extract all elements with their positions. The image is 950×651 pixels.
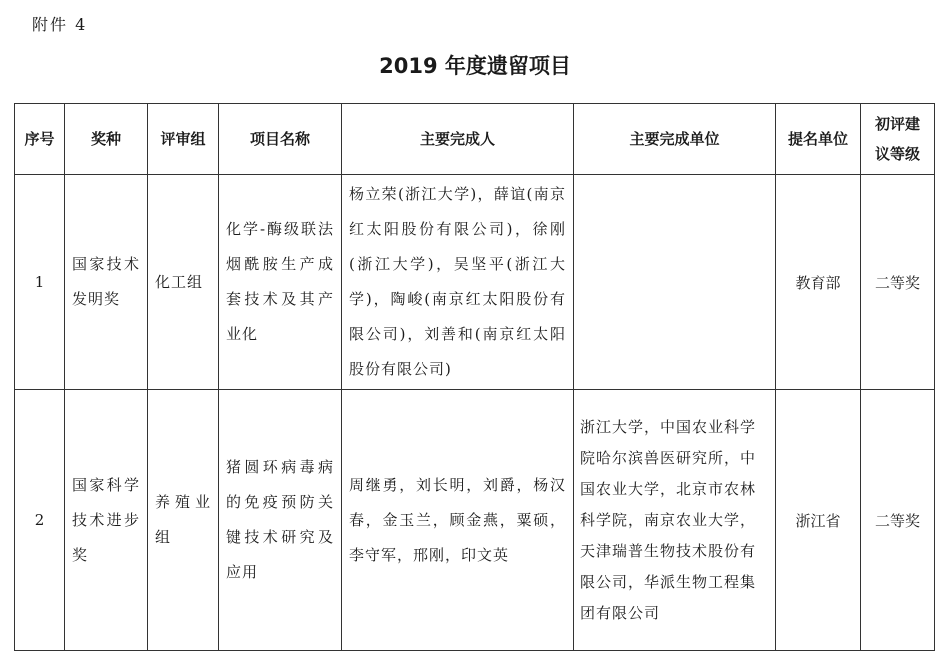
row-nominator: 浙江省: [776, 390, 861, 651]
row-level: 二等奖: [861, 390, 935, 651]
legacy-projects-table: [14, 103, 935, 651]
row-nominator: 教育部: [776, 175, 861, 390]
header-nominator: 提名单位: [776, 104, 861, 175]
table-row: [15, 175, 935, 390]
row-main-units: [574, 175, 776, 390]
row-award-type: 国家科学技术进步奖: [65, 390, 148, 651]
header-level: 初评建议等级: [861, 104, 935, 175]
table-header-row: [15, 104, 935, 175]
row-main-units: 浙江大学，中国农业科学院哈尔滨兽医研究所，中国农业大学，北京市农林科学院，南京农业大学，天津瑞普生物技术股份有限公司，华派生物工程集团有限公司: [574, 390, 776, 651]
attachment-label: 附件 4: [32, 15, 88, 34]
row-project-name: 猪圆环病毒病的免疫预防关键技术研究及应用: [219, 390, 342, 651]
row-index: 2: [15, 390, 65, 651]
row-main-persons: 杨立荣(浙江大学)，薛谊(南京红太阳股份有限公司)，徐刚(浙江大学)，吴坚平(浙江大学)，陶峻(南京红太阳股份有限公司)，刘善和(南京红太阳股份有限公司): [342, 175, 574, 390]
row-index: 1: [15, 175, 65, 390]
row-main-persons: 周继勇，刘长明，刘爵，杨汉春，金玉兰，顾金燕，粟硕，李守军，邢刚，印文英: [342, 390, 574, 651]
header-project-name: 项目名称: [219, 104, 342, 175]
row-award-type: 国家技术发明奖: [65, 175, 148, 390]
header-main-units: 主要完成单位: [574, 104, 776, 175]
header-review-group: 评审组: [148, 104, 219, 175]
header-main-persons: 主要完成人: [342, 104, 574, 175]
row-level: 二等奖: [861, 175, 935, 390]
table-row: [15, 390, 935, 651]
header-award-type: 奖种: [65, 104, 148, 175]
header-index: 序号: [15, 104, 65, 175]
row-review-group: 化工组: [148, 175, 219, 390]
row-review-group: 养殖业组: [148, 390, 219, 651]
document-title: 2019 年度遗留项目: [379, 54, 571, 78]
row-project-name: 化学-酶级联法烟酰胺生产成套技术及其产业化: [219, 175, 342, 390]
